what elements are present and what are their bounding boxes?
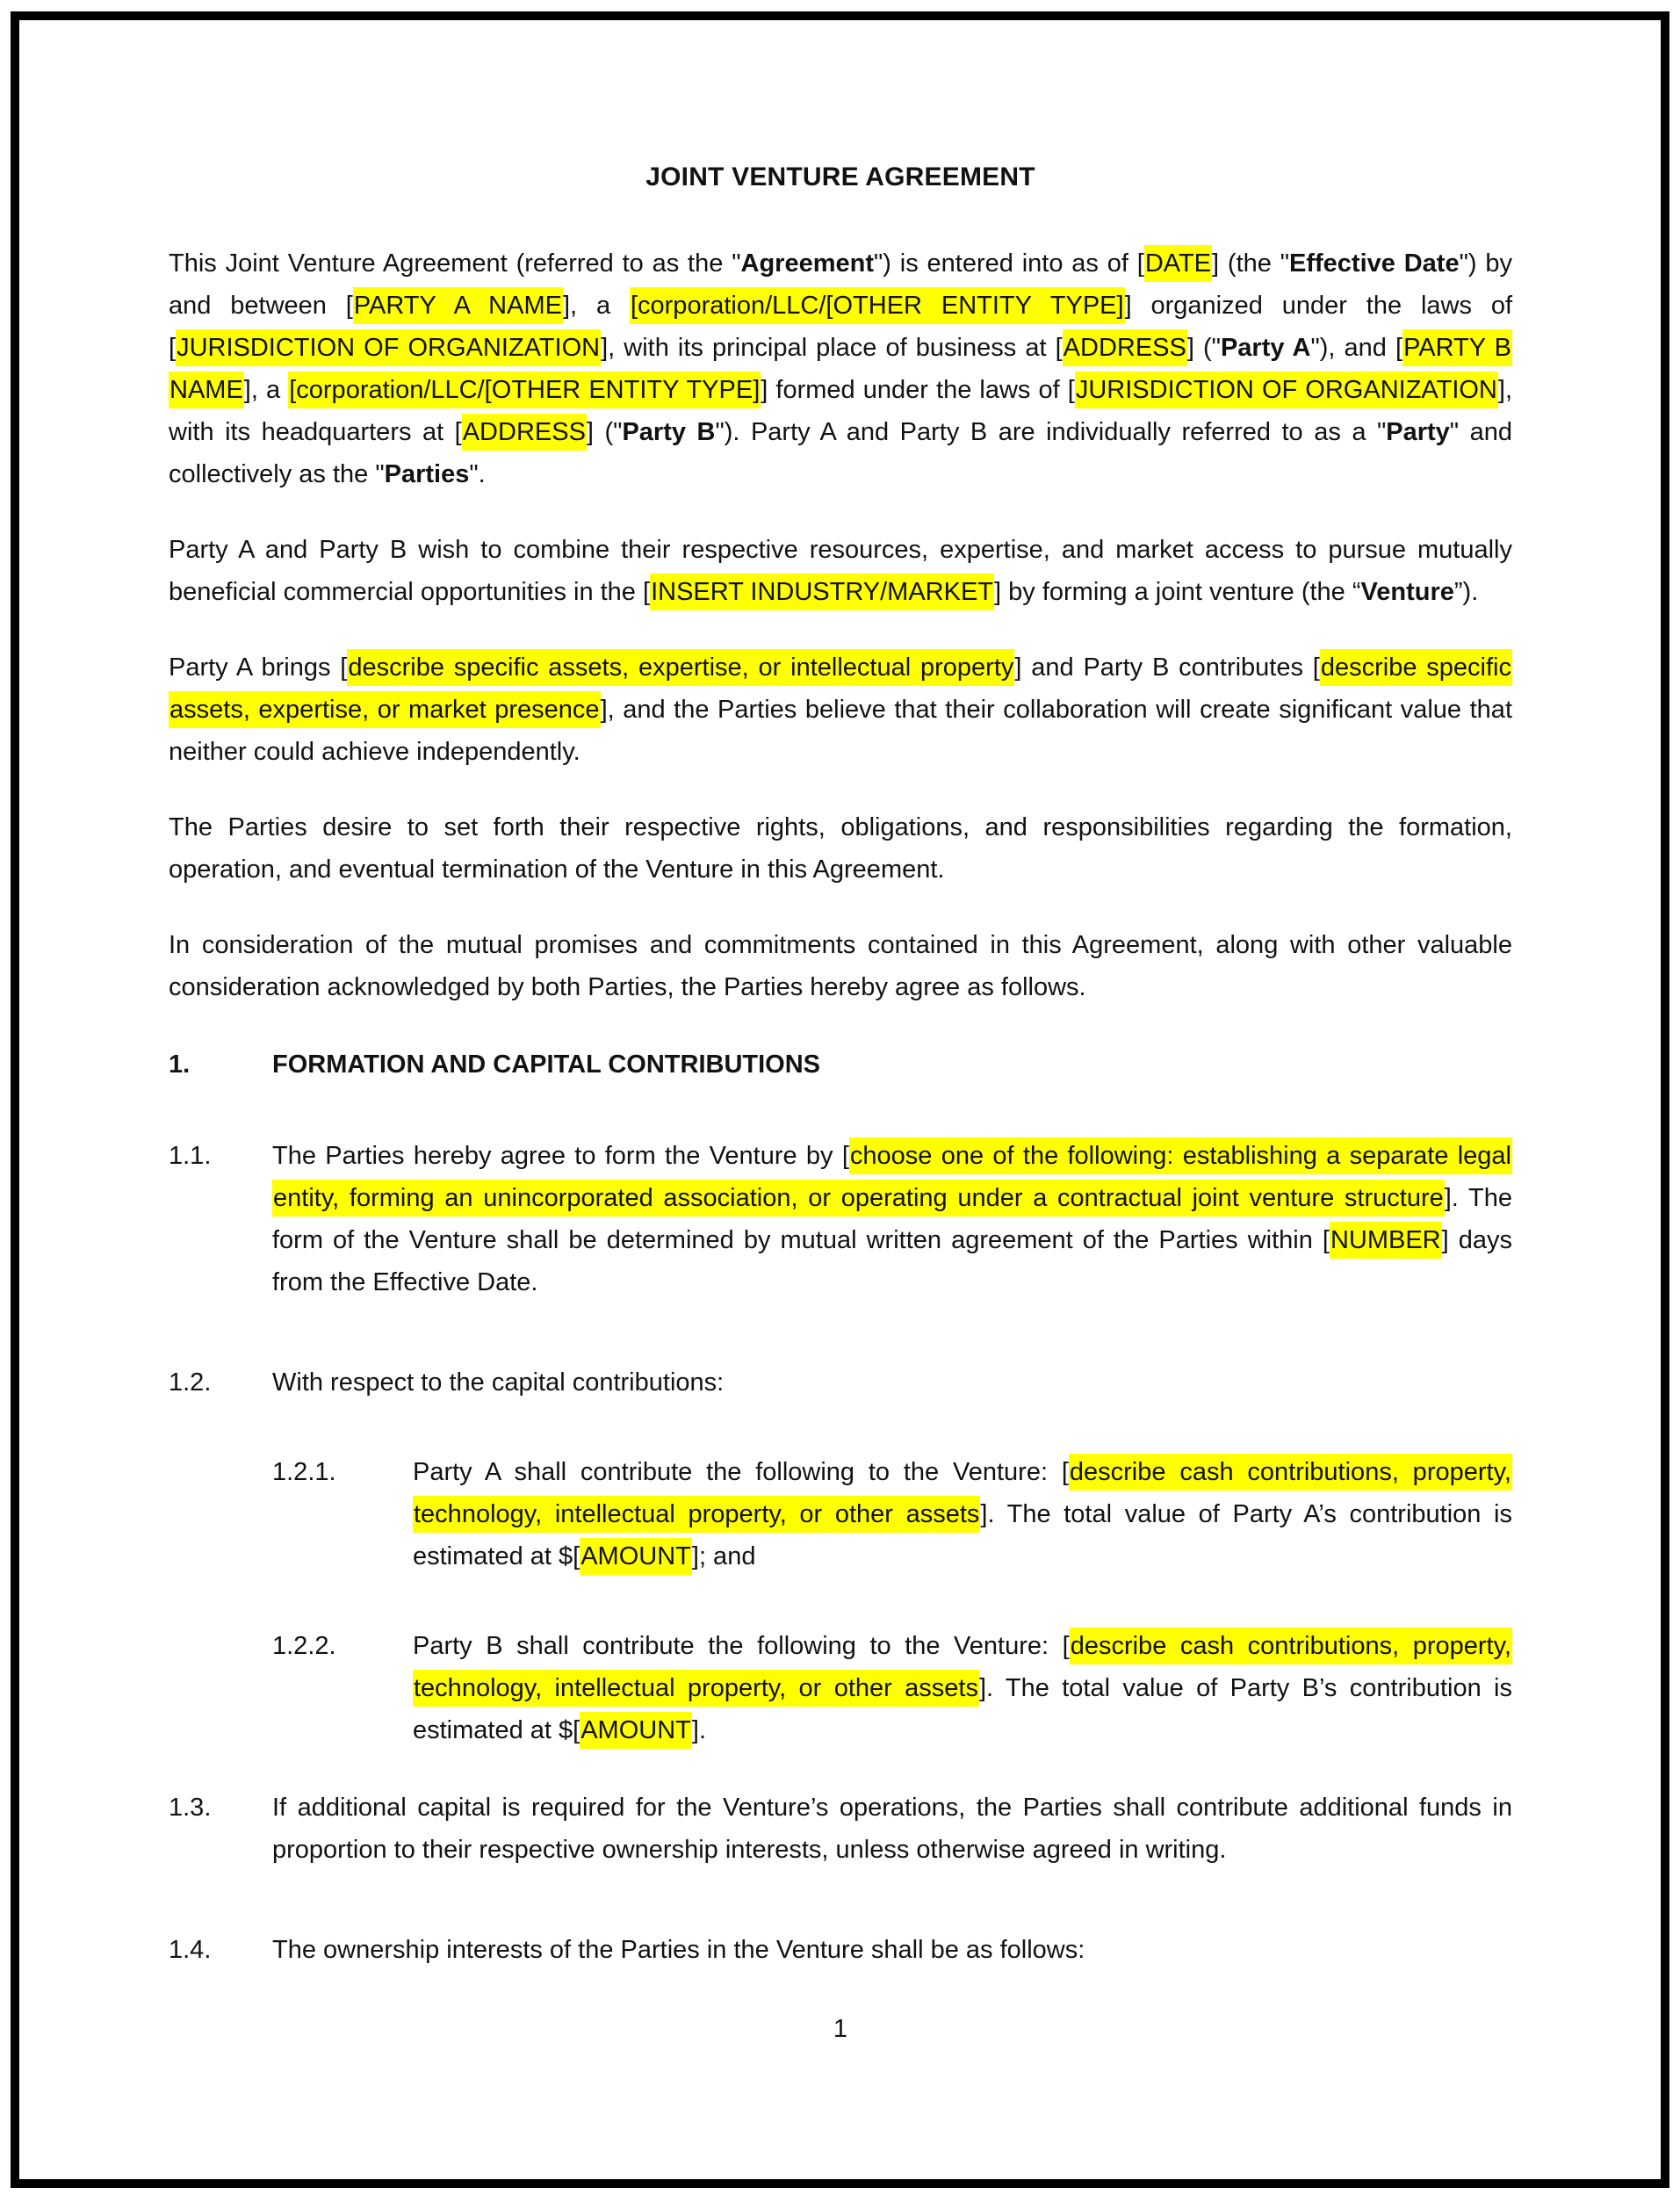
clause-1-3 [169,1787,1512,1871]
placeholder-highlight: ADDRESS [1063,329,1187,366]
placeholder-highlight: JURISDICTION OF ORGANIZATION [1075,372,1498,408]
clause-number: 1.4. [169,1936,212,1964]
placeholder-highlight: describe specific assets, expertise, or market presence [169,649,1512,728]
placeholder-highlight: PARTY B NAME [169,329,1512,408]
clause-text: Party A shall contribute the following to the Venture: [describe cash contributions, property, technology, intellectual property, or other assets]. The total value of Party A’s contribution is estimated at $[AMOUNT]; and [413,1451,1512,1577]
contributions-paragraph: Party A brings [describe specific assets, expertise, or intellectual property] and Party B contributes [describe specific assets, expertise, or market presence], and the Parties believe that their collaboration will create significant value that neither could achieve independently. [169,646,1512,773]
clause-1-2-2 [272,1625,1512,1751]
section-heading-1 [169,1043,1512,1086]
clause-1-2-1 [272,1451,1512,1577]
clause-number: 1.2.2. [272,1632,336,1660]
document-content [169,149,1512,2050]
purpose-paragraph: The Parties desire to set forth their respective rights, obligations, and responsibilities regarding the formation, operation, and eventual termination of the Venture in this Agreement. [169,813,1512,884]
intro-paragraph: This Joint Venture Agreement (referred to as the "Agreement") is entered into as of [DATE] (the "Effective Date") by and between [PARTY A NAME], a [corporation/LLC/[OTHER ENTITY TYPE]] organized under the laws of [JURISDICTION OF ORGANIZATION], with its principal place of business at [ADDRESS] ("Party A"), and [PARTY B NAME], a [corporation/LLC/[OTHER ENTITY TYPE]] formed under the laws of [JURISDICTION OF ORGANIZATION], with its headquarters at [ADDRESS] ("Party B"). Party A and Party B are individually referred to as a "Party" and collectively as the "Parties". [169,242,1512,495]
clause-number: 1. [169,1050,191,1079]
placeholder-highlight: DATE [1144,245,1212,282]
placeholder-highlight: JURISDICTION OF ORGANIZATION [176,329,601,366]
section-heading-text: FORMATION AND CAPITAL CONTRIBUTIONS [272,1050,820,1079]
placeholder-highlight: choose one of the following: establishing a separate legal entity, forming an unincorporated association, or operating under a contractual joint venture structure [272,1137,1512,1217]
placeholder-highlight: ADDRESS [462,414,587,451]
defined-term: Agreement [740,249,874,278]
placeholder-highlight: AMOUNT [580,1538,692,1575]
clause-text: The ownership interests of the Parties in the Venture shall be as follows: [272,1936,1085,1964]
clause-text: The Parties hereby agree to form the Venture by [choose one of the following: establishing a separate legal entity, forming an unincorporated association, or operating under a contractual joint venture structure]. The form of the Venture shall be determined by mutual written agreement of the Parties within [NUMBER] days from the Effective Date. [272,1135,1512,1303]
defined-term: Parties [384,460,470,488]
placeholder-highlight: PARTY A NAME [353,287,563,324]
defined-term: Venture [1360,578,1454,606]
placeholder-highlight: AMOUNT [580,1712,692,1749]
placeholder-highlight: NUMBER [1330,1222,1442,1259]
document-title: JOINT VENTURE AGREEMENT [645,162,1035,191]
consideration-paragraph: In consideration of the mutual promises and commitments contained in this Agreement, along with other valuable consideration acknowledged by both Parties, the Parties hereby agree as follows. [169,931,1512,1001]
clause-text: Party B shall contribute the following to the Venture: [describe cash contributions, property, technology, intellectual property, or other assets]. The total value of Party B’s contribution is estimated at $[AMOUNT]. [413,1625,1512,1751]
clause-number: 1.2. [169,1368,212,1397]
placeholder-highlight: describe cash contributions, property, technology, intellectual property, or other assets [413,1454,1512,1533]
defined-term: Party B [622,418,716,446]
clause-1-4 [169,1929,1512,1971]
clause-1-1 [169,1135,1512,1303]
placeholder-highlight: describe specific assets, expertise, or intellectual property [347,649,1014,686]
clause-number: 1.1. [169,1142,212,1170]
placeholder-highlight: describe cash contributions, property, technology, intellectual property, or other assets [413,1628,1512,1707]
clause-number: 1.3. [169,1794,212,1822]
clause-1-2 [169,1361,1512,1404]
clause-text: With respect to the capital contributions: [272,1368,725,1397]
page-number: 1 [833,2015,848,2043]
defined-term: Party [1386,418,1450,446]
placeholder-highlight: [corporation/LLC/[OTHER ENTITY TYPE] [288,372,761,408]
placeholder-highlight: [corporation/LLC/[OTHER ENTITY TYPE] [630,287,1125,324]
clause-number: 1.2.1. [272,1458,336,1486]
clause-text: If additional capital is required for the Venture’s operations, the Parties shall contribute additional funds in proportion to their respective ownership interests, unless otherwise agreed in writing. [272,1794,1512,1864]
recitals-paragraph: Party A and Party B wish to combine their respective resources, expertise, and market access to pursue mutually beneficial commercial opportunities in the [INSERT INDUSTRY/MARKET] by forming a joint venture (the “Venture”). [169,529,1512,613]
defined-term: Party A [1220,334,1311,362]
defined-term: Effective Date [1289,249,1460,278]
placeholder-highlight: INSERT INDUSTRY/MARKET [650,574,994,610]
